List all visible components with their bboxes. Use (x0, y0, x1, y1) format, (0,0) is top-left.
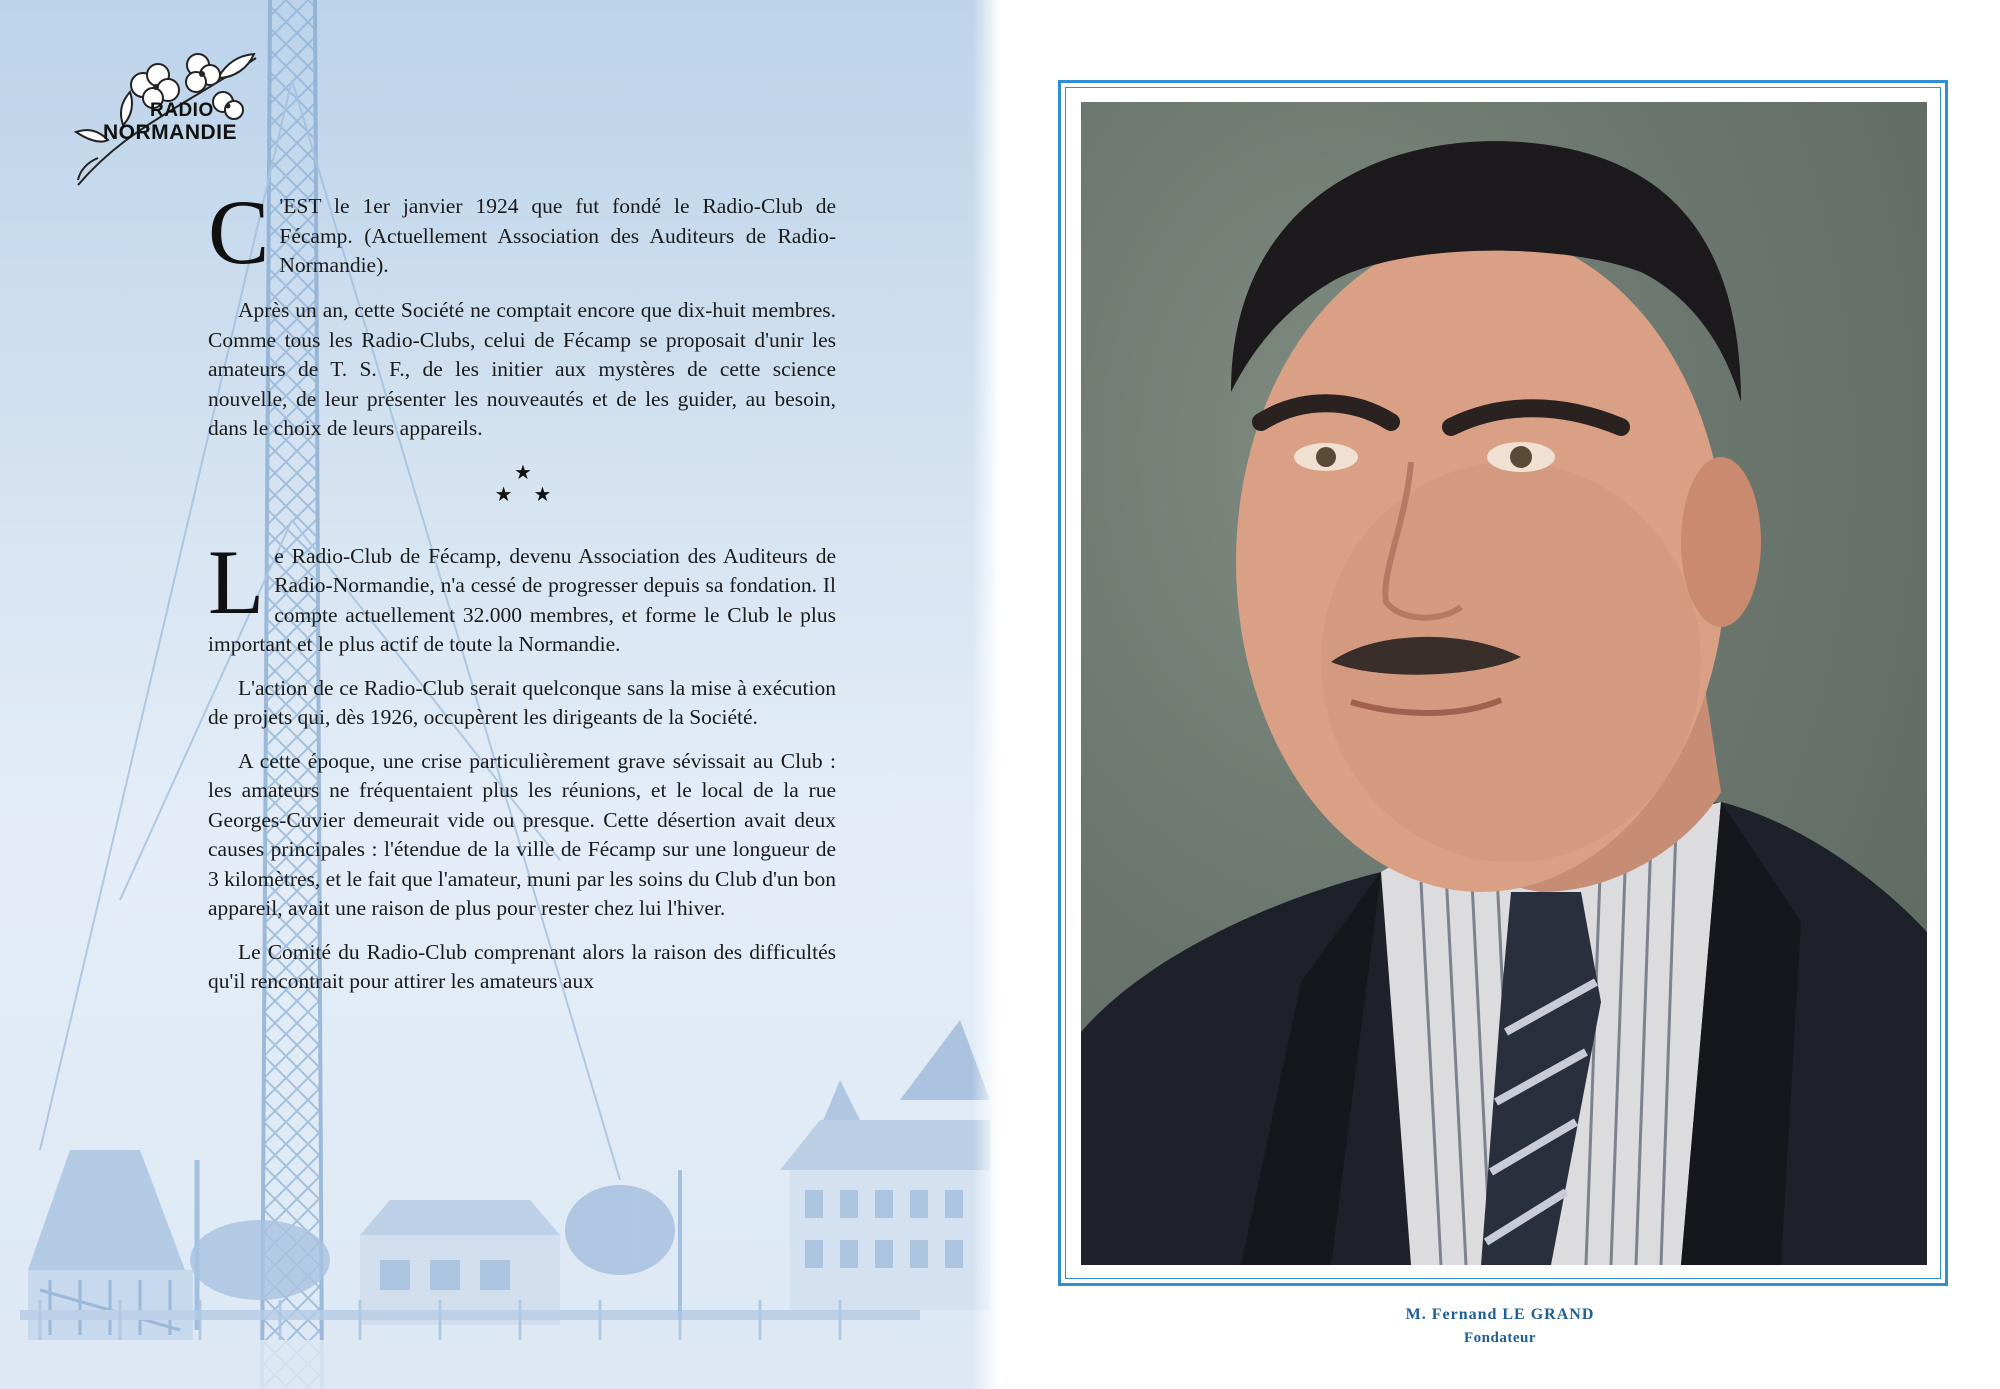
paragraph-4: L'action de ce Radio-Club serait quelconque sans la mise à exécution de projets qui, dès 1926, occupèrent les dirigeants de la Société. (208, 675, 836, 729)
portrait-photo (1081, 102, 1927, 1265)
logo-text-radio: RADIO (150, 100, 214, 121)
paragraph-3-text: e Radio-Club de Fécamp, devenu Association des Auditeurs de Radio-Normandie, n'a cessé de progresser depuis sa fondation. Il compte actuellement 32.000 membres, et forme le Club le plus important et le plus actif de toute la Normandie. (208, 543, 836, 656)
paragraph-1-text: 'EST le 1er janvier 1924 que fut fondé le Radio-Club de Fécamp. (Actuellement Association des Auditeurs de Radio-Normandie). (279, 194, 836, 277)
portrait-illustration (1081, 102, 1927, 1265)
portrait-caption-role: Fondateur (1464, 1330, 1536, 1346)
drop-cap-l: L (208, 530, 265, 633)
article-body (208, 181, 836, 1011)
star-top: ★ (514, 461, 540, 484)
paragraph-5: A cette époque, une crise particulièrement grave sévissait au Club : les amateurs ne fréquentaient plus les réunions, et le local de la rue Georges-Cuvier demeurait vide ou presque. Cette désertion avait deux causes principales : l'étendue de la ville de Fécamp sur une longueur de 3 kilomètres, et le fait que l'amateur, muni par les soins du Club d'un bon appareil, avait une raison de plus pour rester chez lui l'hiver. (208, 748, 836, 920)
portrait-caption-name: M. Fernand LE GRAND (1405, 1306, 1595, 1323)
logo-text-normandie: NORMANDIE (103, 121, 237, 144)
drop-cap-c: C (208, 181, 270, 283)
paragraph-2: Après un an, cette Société ne comptait encore que dix-huit membres. Comme tous les Radio-Clubs, celui de Fécamp se proposait d'unir les amateurs de T. S. F., de les initier aux mystères de cette science nouvelle, de leur présenter les nouveautés et de les guider, au besoin, dans le choix de leurs appareils. (208, 298, 836, 440)
star-bottom: ★ ★ (494, 483, 560, 506)
section-separator-stars (218, 462, 836, 506)
paragraph-6: Le Comité du Radio-Club comprenant alors la raison des difficultés qu'il rencontrait pour attirer les amateurs aux (208, 939, 836, 993)
paragraph-1 (208, 181, 836, 283)
paragraph-3 (208, 530, 836, 660)
